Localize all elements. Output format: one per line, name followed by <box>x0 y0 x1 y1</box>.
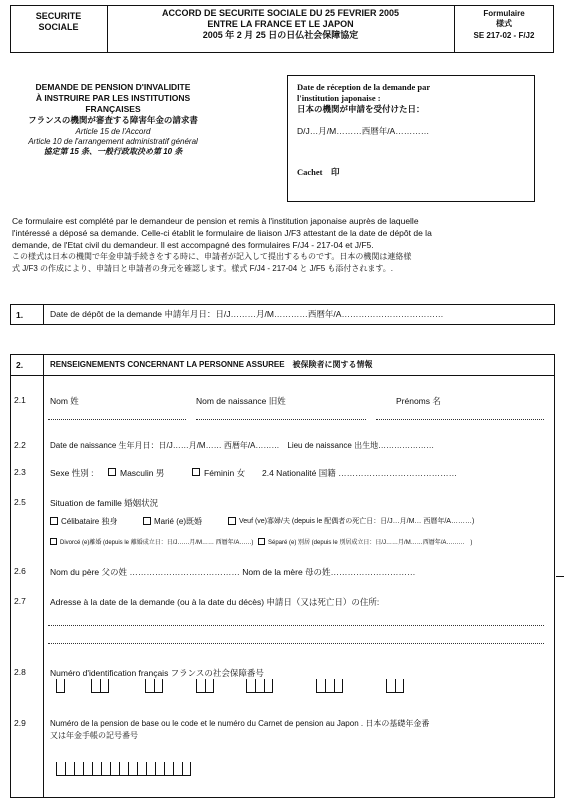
nir-group-7[interactable] <box>386 679 404 693</box>
row-2-2-number: 2.2 <box>14 440 26 450</box>
sexe-label: Sexe 性別 : <box>50 468 94 478</box>
reception-date-line: D/J…月/M………西暦年/A………… <box>297 126 430 136</box>
section-1-divider <box>43 304 44 325</box>
section-1-number: 1. <box>16 310 24 320</box>
nir-group-1[interactable] <box>56 679 65 693</box>
header-left-text: SECURITE SOCIALE <box>35 11 82 32</box>
section-2-number: 2. <box>16 360 24 370</box>
row-2-1-number: 2.1 <box>14 395 26 405</box>
adresse-label: Adresse à la date de la demande (ou à la date du décès) 申請日（又は死亡日）の住所: <box>50 597 380 607</box>
row-2-5-number: 2.5 <box>14 497 26 507</box>
section-2-header-rule <box>10 375 555 376</box>
nir-group-5[interactable] <box>246 679 273 693</box>
reception-stamp-label: Cachet 印 <box>297 167 340 177</box>
row-2-7-number: 2.7 <box>14 596 26 606</box>
header-right-text: Formulaire 様式 SE 217-02 - F/J2 <box>473 9 535 40</box>
divorce-label: Divorcé (e)離婚 (depuis le 離婚成立日：日/J……月/M…… 西暦年/A……) <box>60 540 254 546</box>
header-center-text: ACCORD DE SECURITE SOCIALE DU 25 FEVRIER 2005 ENTRE LA FRANCE ET LE JAPON 2005 年 2 月 25 日の日仏社会保障協定 <box>161 8 400 40</box>
numero-pension-label: Numéro de la pension de base ou le code et le numéro du Carnet de pension au Japon . 日本の基礎年金番 <box>50 719 430 728</box>
marie-checkbox[interactable] <box>143 517 151 525</box>
veuf-checkbox[interactable] <box>228 517 236 525</box>
section-2-title: RENSEIGNEMENTS CONCERNANT LA PERSONNE ASSUREE 被保険者に関する情報 <box>50 360 373 369</box>
numero-pension-label-2: 又は年金手帳の記号番号 <box>50 731 138 740</box>
form-title: DEMANDE DE PENSION D'INVALIDITE À INSTRUIRE PAR LES INSTITUTIONS FRANÇAISES フランスの機関が審査する障害年金の請求書 <box>28 82 198 125</box>
feminin-label: Féminin 女 <box>204 468 246 478</box>
parents-names-field[interactable]: Nom du père 父の姓 ………………………………… Nom de la mère 母の姓………………………… <box>50 567 416 577</box>
nom-naissance-label: Nom de naissance 旧姓 <box>196 396 286 406</box>
nir-group-3[interactable] <box>145 679 163 693</box>
nir-group-4[interactable] <box>196 679 214 693</box>
intro-paragraph: Ce formulaire est complété par le demandeur de pension et remis à l'institution japonaise auprès de laquelle l'intéressé a déposé sa demande. Celle-ci établit le formulaire de liaison J/F3 attestant de la date de dépôt de la demande, de l'Etat civil du demandeur. Il est accompagné des formulaires F/J4 - 217-04 et J/F5. この様式は日本の機関で年金申請手続きをする時に、申請者が記入して提出するものです。日本の機関は連絡様 式 J/F3 の作成により、申請日と申請者の身元を確認します。様式 F/J4 - 217-04 と J/F5 も添付されます。. <box>12 216 432 273</box>
row-2-6-number: 2.6 <box>14 566 26 576</box>
adresse-line-1[interactable] <box>48 625 544 626</box>
marie-label: Marié (e)既婚 <box>154 517 203 526</box>
birth-date-place-field[interactable]: Date de naissance 生年月日：日/J……月/M…… 西暦年/A……… Lieu de naissance 出生地………………… <box>50 441 435 450</box>
section-2-divider <box>43 354 44 798</box>
form-subtitle: Article 15 de l'Accord Article 10 de l'arrangement administratif général 協定第 15 条、一般行政取決め第 10 条 <box>28 127 198 156</box>
separe-label: Séparé (e) 別居 (depuis le 別居成立日：日/J……月/M……西暦年/A……… ) <box>268 540 473 546</box>
prenoms-field[interactable] <box>376 419 544 420</box>
row-2-8-number: 2.8 <box>14 667 26 677</box>
masculin-checkbox[interactable] <box>108 468 116 476</box>
divorce-checkbox[interactable] <box>50 538 57 545</box>
pension-number-boxes[interactable] <box>56 762 191 776</box>
masculin-label: Masculin 男 <box>120 468 165 478</box>
feminin-checkbox[interactable] <box>192 468 200 476</box>
situation-famille-label: Situation de famille 婚姻状況 <box>50 498 159 508</box>
celibataire-label: Célibataire 独身 <box>61 517 118 526</box>
nom-naissance-field[interactable] <box>196 419 366 420</box>
veuf-label: Veuf (ve)寡婦/夫 (depuis le 配偶者の死亡日：日/J…月/M… 西暦年/A………) <box>239 518 475 525</box>
prenoms-label: Prénoms 名 <box>396 396 441 406</box>
nom-field[interactable] <box>48 419 186 420</box>
nir-group-6[interactable] <box>316 679 343 693</box>
nir-group-2[interactable] <box>91 679 109 693</box>
nom-label: Nom 姓 <box>50 396 79 406</box>
section-1-deposit-date[interactable]: Date de dépôt de la demande 申請年月日：日/J………月/M…………西暦年/A……………………………… <box>50 309 444 319</box>
adresse-line-2[interactable] <box>48 643 544 644</box>
margin-tick <box>556 576 564 577</box>
celibataire-checkbox[interactable] <box>50 517 58 525</box>
nationalite-field[interactable]: 2.4 Nationalité 国籍 …………………………………… <box>262 468 458 478</box>
reception-label: Date de réception de la demande par l'institution japonaise : 日本の機関が申請を受付けた日： <box>297 82 431 114</box>
separe-checkbox[interactable] <box>258 538 265 545</box>
numero-identification-label: Numéro d'identification français フランスの社会保障番号 <box>50 668 264 678</box>
row-2-3-number: 2.3 <box>14 467 26 477</box>
row-2-9-number: 2.9 <box>14 718 26 728</box>
